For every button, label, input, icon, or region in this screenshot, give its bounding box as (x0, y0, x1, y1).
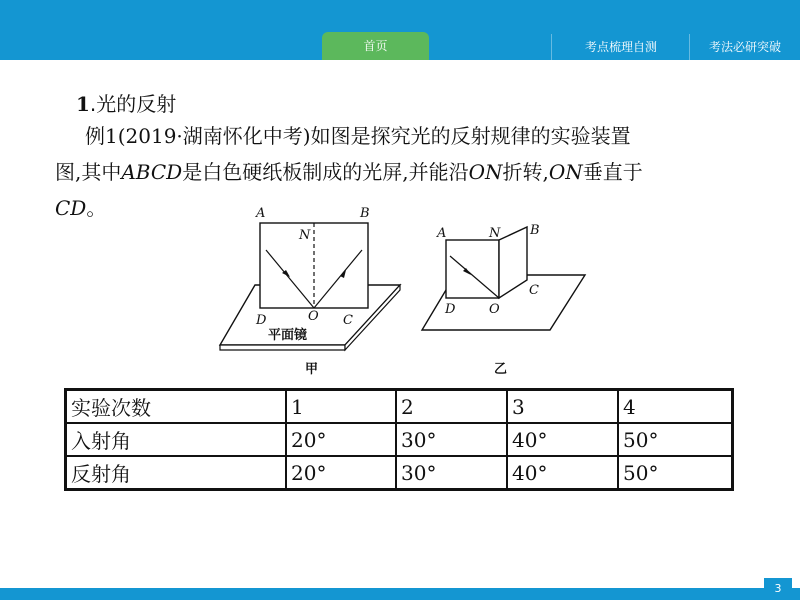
table-cell: 40° (507, 423, 618, 456)
figure-jia (220, 206, 400, 377)
table-row (66, 423, 733, 456)
text-italic-segment: ABCD (121, 160, 183, 184)
label-a-jia: A (256, 206, 266, 221)
bottom-bar (0, 588, 800, 600)
label-o-jia: O (308, 309, 319, 324)
nav-review-button[interactable]: 考点梳理自测 (551, 34, 690, 60)
text-segment: 垂直于 (582, 160, 643, 184)
caption-yi: 乙 (494, 362, 508, 377)
label-n-yi: N (489, 226, 501, 241)
table-cell: 反射角 (66, 456, 287, 490)
table-cell: 实验次数 (66, 390, 287, 424)
label-c-jia: C (343, 313, 353, 328)
section-title: .光的反射 (89, 92, 177, 116)
table-cell: 30° (396, 423, 507, 456)
table-cell: 50° (618, 423, 733, 456)
label-c-yi: C (529, 283, 539, 298)
nav-method-button[interactable]: 考法必研突破 (689, 34, 800, 60)
label-n-jia: N (299, 228, 311, 243)
text-segment: 折转, (502, 160, 549, 184)
table-row (66, 456, 733, 490)
top-nav-bar (0, 0, 800, 60)
label-b-jia: B (360, 206, 370, 221)
section-number: 1 (76, 92, 90, 116)
text-italic-segment: ON (548, 160, 583, 184)
table-cell: 2 (396, 390, 507, 424)
mirror-label: 平面镜 (268, 328, 308, 343)
nav-home-button[interactable]: 首页 (322, 32, 429, 60)
caption-jia: 甲 (305, 362, 319, 377)
text-italic-segment: ON (468, 160, 503, 184)
table-cell: 1 (286, 390, 396, 424)
data-table (64, 388, 734, 491)
paragraph-line-1: 例1(2019·湖南怀化中考)如图是探究光的反射规律的实验装置 (85, 124, 631, 148)
table-cell: 入射角 (66, 423, 287, 456)
label-d-jia: D (256, 313, 267, 328)
figure-yi (422, 223, 585, 377)
page-number: 3 (764, 578, 792, 600)
screen-left-yi (446, 240, 499, 298)
text-italic-segment: CD (55, 196, 87, 220)
label-a-yi: A (437, 226, 447, 241)
paragraph-line-2 (55, 154, 755, 190)
text-segment: 。 (86, 196, 107, 220)
table-cell: 30° (396, 456, 507, 490)
table-row (66, 390, 733, 424)
table-cell: 4 (618, 390, 733, 424)
label-b-yi: B (530, 223, 540, 238)
experiment-diagram (200, 200, 610, 380)
experiment-figure (200, 200, 610, 380)
text-segment: 是白色硬纸板制成的光屏,并能沿 (182, 160, 469, 184)
label-d-yi: D (445, 302, 456, 317)
label-o-yi: O (489, 302, 500, 317)
table-cell: 20° (286, 423, 396, 456)
mirror-edge (220, 345, 345, 350)
table-cell: 20° (286, 456, 396, 490)
table-cell: 3 (507, 390, 618, 424)
text-segment: 图,其中 (55, 160, 122, 184)
table-cell: 50° (618, 456, 733, 490)
section-heading (76, 88, 176, 117)
table-cell: 40° (507, 456, 618, 490)
